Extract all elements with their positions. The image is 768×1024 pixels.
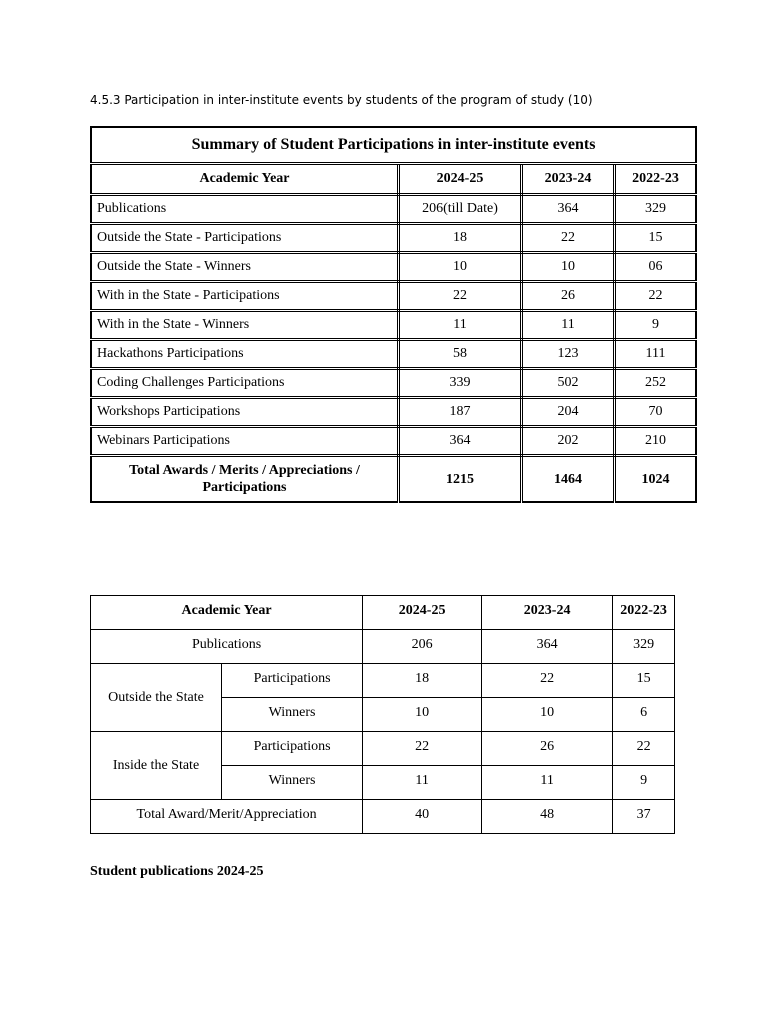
row-value: 18 xyxy=(363,664,482,698)
row-value: 11 xyxy=(363,766,482,800)
total-value: 1464 xyxy=(522,456,615,503)
row-value: 58 xyxy=(399,340,522,369)
total-value: 48 xyxy=(482,800,613,834)
row-value: 329 xyxy=(615,195,697,224)
row-value: 10 xyxy=(482,698,613,732)
row-label: Participations xyxy=(222,732,363,766)
row-value: 18 xyxy=(399,224,522,253)
row-value: 22 xyxy=(522,224,615,253)
table-row xyxy=(91,630,675,664)
row-label: Hackathons Participations xyxy=(91,340,399,369)
header-academic-year: Academic Year xyxy=(91,596,363,630)
row-label: Coding Challenges Participations xyxy=(91,369,399,398)
row-value: 206 xyxy=(363,630,482,664)
total-value: 37 xyxy=(613,800,675,834)
header-academic-year: Academic Year xyxy=(91,164,399,195)
table-row xyxy=(91,340,696,369)
row-value: 252 xyxy=(615,369,697,398)
table-row xyxy=(91,195,696,224)
summary-table-caption: Summary of Student Participations in inter-institute events xyxy=(91,127,696,164)
row-value: 123 xyxy=(522,340,615,369)
row-value: 9 xyxy=(613,766,675,800)
row-value: 26 xyxy=(522,282,615,311)
header-2022-23: 2022-23 xyxy=(615,164,697,195)
section-title: 4.5.3 Participation in inter-institute events by students of the program of study (10) xyxy=(90,93,593,107)
row-value: 329 xyxy=(613,630,675,664)
row-value: 11 xyxy=(399,311,522,340)
header-2022-23: 2022-23 xyxy=(613,596,675,630)
total-value: 1024 xyxy=(615,456,697,503)
row-value: 202 xyxy=(522,427,615,456)
total-label: Total Awards / Merits / Appreciations / Participations xyxy=(91,456,399,503)
row-value: 10 xyxy=(399,253,522,282)
table-row xyxy=(91,282,696,311)
row-value: 210 xyxy=(615,427,697,456)
table-row xyxy=(91,369,696,398)
total-label: Total Award/Merit/Appreciation xyxy=(91,800,363,834)
row-label: Webinars Participations xyxy=(91,427,399,456)
row-value: 70 xyxy=(615,398,697,427)
row-value: 364 xyxy=(522,195,615,224)
row-value: 10 xyxy=(363,698,482,732)
row-value: 339 xyxy=(399,369,522,398)
row-value: 364 xyxy=(482,630,613,664)
row-value: 11 xyxy=(482,766,613,800)
row-value: 6 xyxy=(613,698,675,732)
row-value: 22 xyxy=(363,732,482,766)
breakdown-table xyxy=(90,595,675,834)
row-value: 204 xyxy=(522,398,615,427)
row-value: 11 xyxy=(522,311,615,340)
header-2023-24: 2023-24 xyxy=(482,596,613,630)
row-value: 26 xyxy=(482,732,613,766)
row-value: 502 xyxy=(522,369,615,398)
total-value: 40 xyxy=(363,800,482,834)
table-row xyxy=(91,224,696,253)
row-value: 15 xyxy=(613,664,675,698)
row-value: 187 xyxy=(399,398,522,427)
row-label: Winners xyxy=(222,698,363,732)
row-value: 206(till Date) xyxy=(399,195,522,224)
row-label: Workshops Participations xyxy=(91,398,399,427)
row-value: 22 xyxy=(482,664,613,698)
row-label: Winners xyxy=(222,766,363,800)
row-label: Publications xyxy=(91,195,399,224)
row-value: 9 xyxy=(615,311,697,340)
total-row xyxy=(91,800,675,834)
row-value: 06 xyxy=(615,253,697,282)
header-2023-24: 2023-24 xyxy=(522,164,615,195)
group-label: Outside the State xyxy=(91,664,222,732)
total-value: 1215 xyxy=(399,456,522,503)
table-row xyxy=(91,664,675,698)
row-value: 111 xyxy=(615,340,697,369)
row-label: With in the State - Winners xyxy=(91,311,399,340)
row-label: Outside the State - Winners xyxy=(91,253,399,282)
row-label: Participations xyxy=(222,664,363,698)
table-row xyxy=(91,253,696,282)
group-label: Inside the State xyxy=(91,732,222,800)
table-row xyxy=(91,427,696,456)
sub-heading: Student publications 2024-25 xyxy=(90,864,264,879)
row-value: 22 xyxy=(613,732,675,766)
row-value: 22 xyxy=(615,282,697,311)
row-value: 10 xyxy=(522,253,615,282)
header-2024-25: 2024-25 xyxy=(363,596,482,630)
row-label: With in the State - Participations xyxy=(91,282,399,311)
table-row xyxy=(91,311,696,340)
row-value: 22 xyxy=(399,282,522,311)
header-2024-25: 2024-25 xyxy=(399,164,522,195)
row-value: 15 xyxy=(615,224,697,253)
row-value: 364 xyxy=(399,427,522,456)
row-label: Publications xyxy=(91,630,363,664)
row-label: Outside the State - Participations xyxy=(91,224,399,253)
total-row xyxy=(91,456,696,503)
table-row xyxy=(91,398,696,427)
table-row xyxy=(91,732,675,766)
summary-table xyxy=(90,126,697,503)
